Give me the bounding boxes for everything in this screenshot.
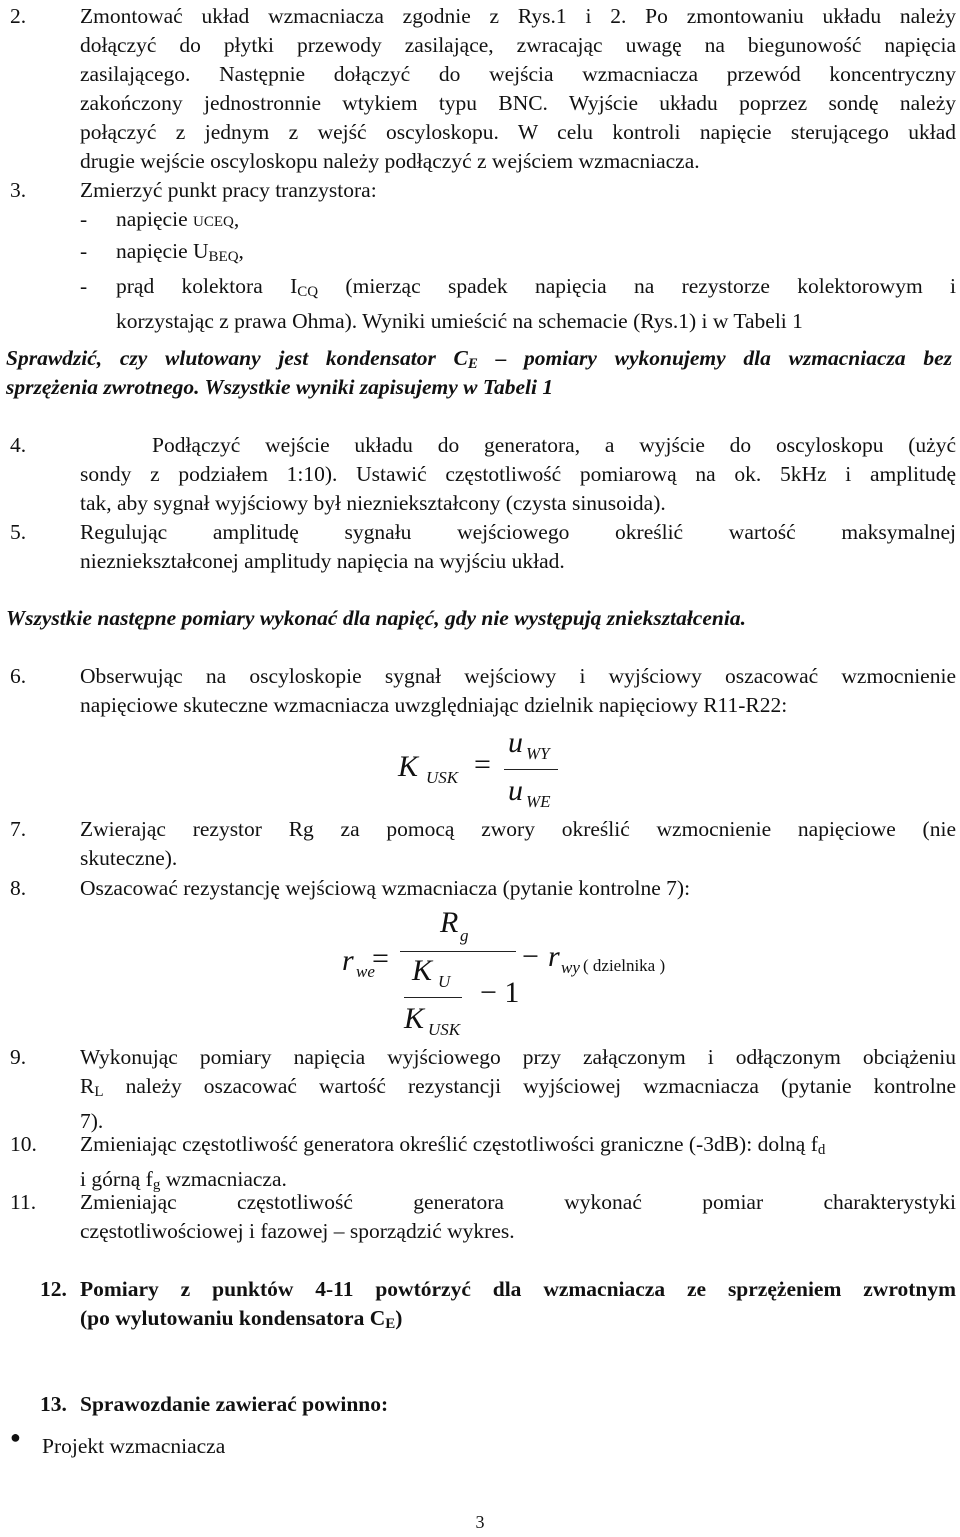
eq-subscript: WE xyxy=(526,792,551,811)
item-11 xyxy=(0,1188,956,1248)
item-number: 4. xyxy=(10,433,27,457)
item-6-line-1: Obserwując na oscyloskopie sygnał wejściowy i wyjściowy oszacować wzmocnienie xyxy=(80,664,956,688)
item-3-bullet-3 xyxy=(80,272,956,307)
text: należy oszacować wartość rezystancji wyjściowej wzmacniacza (pytanie kontrolne xyxy=(103,1074,956,1098)
item-number: 3. xyxy=(10,178,27,202)
subscript: L xyxy=(94,1084,104,1100)
item-2 xyxy=(0,2,956,182)
text: (mierząc spadek napięcia na rezystorze kolektorowym i xyxy=(318,274,956,298)
item-4-line-2: sondy z podziałem 1:10). Ustawić częstotliwość pomiarową na ok. 5kHz i amplitudę xyxy=(80,462,956,486)
inner-fraction-bar xyxy=(404,997,462,998)
item-number: 12. xyxy=(40,1277,67,1301)
item-3 xyxy=(0,176,956,333)
item-11-line-1: Zmieniając częstotliwość generatora wykonać pomiar charakterystyki xyxy=(80,1190,956,1214)
text: wzmacniacza. xyxy=(160,1167,287,1191)
item-4 xyxy=(0,431,956,521)
eq-subscript: wy xyxy=(561,958,580,977)
item-11-line-2: częstotliwościowej i fazowej – sporządzić wykres. xyxy=(80,1219,515,1243)
item-6 xyxy=(0,662,956,722)
eq-symbol: r xyxy=(342,944,354,977)
item-2-line-1: Zmontować układ wzmacniacza zgodnie z Rys.1 i 2. Po zmontowaniu układu należy xyxy=(80,4,956,28)
item-8-line-1: Oszacować rezystancję wejściową wzmacniacza (pytanie kontrolne 7): xyxy=(80,876,691,900)
fraction-bar xyxy=(400,951,516,952)
dash: - xyxy=(80,274,88,298)
dash: - xyxy=(80,207,88,231)
text: (po wylutowaniu kondensatora C xyxy=(80,1306,386,1330)
item-9-line-1: Wykonując pomiary napięcia wyjściowego przy załączonym i odłączonym obciążeniu xyxy=(80,1045,956,1069)
eq-numerator: R xyxy=(440,906,459,939)
eq-symbol: r xyxy=(548,940,560,973)
item-3-bullet-3-cont: korzystając z prawa Ohma). Wyniki umieścić na schemacie (Rys.1) i w Tabeli 1 xyxy=(116,309,803,333)
eq-minus-one: − 1 xyxy=(480,976,520,1009)
eq-symbol: K xyxy=(398,750,419,783)
eq-subscript: we xyxy=(356,962,375,981)
item-2-line-6: drugie wejście oscyloskopu należy podłączyć z wejściem wzmacniacza. xyxy=(80,149,700,173)
text: , xyxy=(233,207,240,231)
item-5-line-2: niezniekształconej amplitudy napięcia na wyjściu układ. xyxy=(80,549,565,573)
item-5 xyxy=(0,518,956,578)
item-2-line-4: zakończony jednostronnie wtykiem typu BNC. Wyjście układu poprzez sondę należy xyxy=(80,91,956,115)
item-7-line-2: skuteczne). xyxy=(80,846,178,870)
eq-subscript: g xyxy=(460,926,469,945)
item-13-text: Sprawozdanie zawierać powinno: xyxy=(80,1392,389,1416)
item-number: 9. xyxy=(10,1045,27,1069)
fraction-bar xyxy=(504,769,558,770)
item-number: 8. xyxy=(10,876,27,900)
item-3-bullet-2 xyxy=(80,237,956,272)
item-12-line-2 xyxy=(80,1304,956,1339)
item-2-line-3: zasilającego. Następnie dołączyć do wejścia wzmacniacza przewód koncentryczny xyxy=(80,62,956,86)
eq-subscript: USK xyxy=(426,768,459,787)
eq-subscript: WY xyxy=(526,744,550,763)
eq-equals: = xyxy=(474,748,491,781)
item-number: 10. xyxy=(10,1132,37,1156)
text: – pomiary wykonujemy dla wzmacniacza bez xyxy=(477,346,952,370)
item-7-line-1: Zwierając rezystor Rg za pomocą zwory określić wzmocnienie napięciowe (nie xyxy=(80,817,956,841)
subscript: d xyxy=(817,1142,826,1158)
eq-inner-numerator: K xyxy=(412,954,433,987)
eq-denominator: u xyxy=(508,774,523,807)
subscript: g xyxy=(152,1177,161,1193)
text: napięcie xyxy=(116,207,193,231)
item-3-bullet-1 xyxy=(80,205,956,237)
dash: - xyxy=(80,239,88,263)
item-7 xyxy=(0,815,956,875)
eq-subscript-paren: ( dzielnika ) xyxy=(583,956,666,975)
text: , xyxy=(238,239,244,263)
item-9 xyxy=(0,1043,956,1133)
item-number: 2. xyxy=(10,4,27,28)
item-9-line-3: 7). xyxy=(80,1109,104,1133)
text: napięcie U xyxy=(116,239,209,263)
symbol: UCEQ xyxy=(193,214,234,230)
text: Zmieniając częstotliwość generatora określić częstotliwości graniczne (-3dB): dolną f xyxy=(80,1132,818,1156)
equation-rwe xyxy=(0,906,960,1046)
eq-subscript: USK xyxy=(428,1020,461,1039)
text: prąd kolektora I xyxy=(116,274,298,298)
subscript: E xyxy=(467,356,478,372)
item-9-line-2 xyxy=(80,1072,956,1107)
item-5-line-1: Regulując amplitudę sygnału wejściowego określić wartość maksymalnej xyxy=(80,520,956,544)
eq-equals: = xyxy=(372,942,389,975)
item-number: 13. xyxy=(40,1392,67,1416)
text: Sprawdzić, czy wlutowany jest kondensator C xyxy=(6,346,468,370)
eq-inner-denominator: K xyxy=(404,1002,425,1035)
eq-minus: − xyxy=(522,940,539,973)
text: ) xyxy=(395,1306,403,1330)
item-3-intro: Zmierzyć punkt pracy tranzystora: xyxy=(80,178,377,202)
page-number: 3 xyxy=(475,1512,485,1532)
eq-subscript: U xyxy=(438,972,451,991)
item-13 xyxy=(0,1390,956,1420)
text: R xyxy=(80,1074,95,1098)
bullet-icon: ● xyxy=(10,1427,21,1447)
text: i górną f xyxy=(80,1167,153,1191)
item-10-line-1 xyxy=(80,1130,956,1165)
eq-numerator: u xyxy=(508,726,523,759)
item-10 xyxy=(0,1130,956,1193)
item-2-line-5: połączyć z jednym z wejść oscyloskopu. W celu kontroli napięcie sterującego układ xyxy=(80,120,956,144)
subscript: E xyxy=(385,1316,396,1332)
item-number: 5. xyxy=(10,520,27,544)
item-6-line-2: napięciowe skuteczne wzmacniacza uwzględniając dzielnik napięciowy R11-R22: xyxy=(80,693,788,717)
item-number: 11. xyxy=(10,1190,37,1214)
item-8 xyxy=(0,874,956,904)
item-4-line-3: tak, aby sygnał wyjściowy był niezniekształcony (czysta sinusoida). xyxy=(80,491,666,515)
note-distortion: Wszystkie następne pomiary wykonać dla napięć, gdy nie występują zniekształcenia. xyxy=(6,606,746,630)
item-number: 6. xyxy=(10,664,27,688)
subscript: CQ xyxy=(297,284,319,300)
item-4-line-1: Podłączyć wejście układu do generatora, a wyjście do oscyloskopu (użyć xyxy=(152,433,956,457)
subscript: BEQ xyxy=(208,249,239,265)
equation-kusk xyxy=(0,726,960,820)
item-12 xyxy=(0,1275,956,1335)
bullet-item: Projekt wzmacniacza xyxy=(42,1434,226,1458)
item-12-line-1: Pomiary z punktów 4-11 powtórzyć dla wzmacniacza ze sprzężeniem zwrotnym xyxy=(80,1277,956,1301)
item-2-line-2: dołączyć do płytki przewody zasilające, zwracając uwagę na biegunowość napięcia xyxy=(80,33,956,57)
note-line-2: sprzężenia zwrotnego. Wszystkie wyniki zapisujemy w Tabeli 1 xyxy=(6,375,554,399)
item-number: 7. xyxy=(10,817,27,841)
